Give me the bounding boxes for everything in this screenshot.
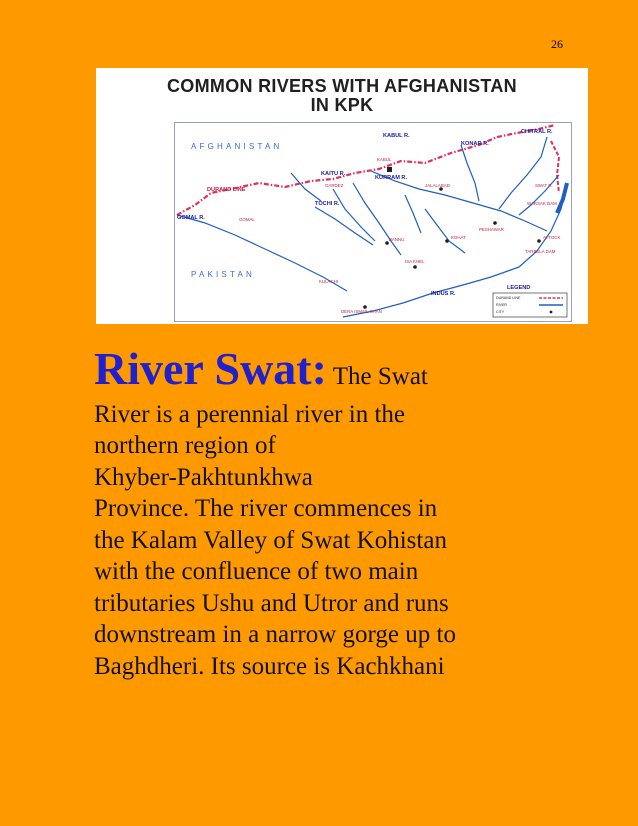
kurram-river <box>353 183 401 255</box>
map-label-kurram-r: KURRAM R. <box>375 175 408 181</box>
map-label-tochi-r: TOCHI R. <box>315 201 340 207</box>
tributary-b <box>425 209 465 253</box>
text-line: River is a perennial river in the <box>94 400 405 428</box>
page-number: 26 <box>551 37 563 51</box>
map-label-konar-r: KONAR R. <box>461 141 489 147</box>
tributary-c <box>405 195 421 233</box>
first-line <box>94 343 564 394</box>
swat-river <box>519 175 559 215</box>
map-label-warsak-dam: WARSAK DAM <box>527 201 557 206</box>
map-label-gardez: GARDEZ <box>325 183 344 188</box>
figure-title-line-2: IN KPK <box>310 95 374 115</box>
indus-river-upper <box>519 185 567 267</box>
map-label-peshawar: PESHAWAR <box>479 227 504 232</box>
chitral-river <box>499 137 547 209</box>
map-label-kohat: KOHAT <box>451 235 466 240</box>
text-line: Baghdheri. Its source is Kachkhani <box>94 652 445 680</box>
text-line: northern region of <box>94 432 276 459</box>
legend-city: CITY <box>496 310 505 314</box>
map-label-bannu: BANNU <box>389 237 405 242</box>
text-line: Province. The river commences in <box>94 495 438 522</box>
map-label-durand-line: DURAND LINE <box>207 187 246 193</box>
map-label-swat-r: SWAT R. <box>535 183 553 188</box>
legend-title: LEGEND <box>507 285 531 291</box>
rivers-map-drawing <box>175 123 571 321</box>
kaitu-river <box>333 189 375 241</box>
isa-khel-marker <box>413 265 417 269</box>
text-line: Khyber-Pakhtunkhwa <box>94 463 313 491</box>
body-text <box>94 343 564 682</box>
kabul-marker <box>387 167 392 172</box>
map-label-gomal: GOMAL <box>239 217 255 222</box>
first-line-rest: The Swat <box>326 363 428 390</box>
tributary-a <box>291 173 321 201</box>
map-label-indus-r: INDUS R. <box>431 291 456 297</box>
text-line: the Kalam Valley of Swat Kohistan <box>94 526 447 554</box>
legend-durand-line: DURAND LINE <box>496 296 521 300</box>
map-label-attock: ATTOCK <box>543 235 561 240</box>
text-line: tributaries Ushu and Utror and runs <box>94 589 449 617</box>
figure-title <box>96 77 588 115</box>
tochi-river <box>315 207 373 245</box>
legend-river: RIVER <box>496 303 507 307</box>
kohat-marker <box>445 239 449 243</box>
map-label-gomal-r: GOMAL R. <box>177 215 205 221</box>
map-label-afghanistan: AFGHANISTAN <box>191 142 283 151</box>
durand-line-border <box>177 125 555 215</box>
map-label-isa-khel: ISA KHEL <box>405 259 425 264</box>
map-label-kabul: KABUL <box>377 157 392 162</box>
peshawar-marker <box>493 221 497 225</box>
konar-river <box>461 145 479 201</box>
text-line: downstream in a narrow gorge up to <box>94 621 456 648</box>
map-figure <box>96 68 588 324</box>
attock-marker <box>537 239 541 243</box>
map-label-dera-ismail-khan: DERA ISMAIL KHAN <box>341 309 382 314</box>
figure-title-line-1: COMMON RIVERS WITH AFGHANISTAN <box>167 76 517 96</box>
rivers-map <box>174 122 572 322</box>
map-label-kulachi: KULACHI <box>319 279 339 284</box>
map-label-jalalabad: JALALABAD <box>425 183 450 188</box>
map-label-kaitu-r: KAITU R. <box>321 171 346 177</box>
map-label-pakistan: PAKISTAN <box>191 270 255 279</box>
map-legend <box>493 285 567 317</box>
map-label-chitral-r: CHITRAL R. <box>521 129 553 135</box>
map-label-tarbela-dam: TARBELA DAM <box>525 249 556 254</box>
text-line: with the confluence of two main <box>94 558 419 585</box>
map-label-kabul-r: KABUL R. <box>383 133 410 139</box>
river-swat-heading: River Swat: <box>94 343 327 394</box>
